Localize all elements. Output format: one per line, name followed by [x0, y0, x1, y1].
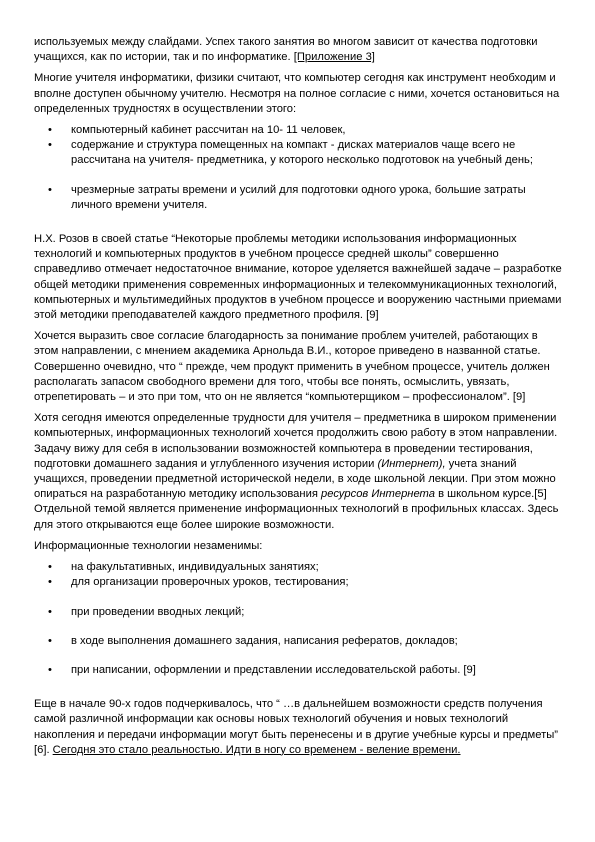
paragraph-5: Хотя сегодня имеются определенные трудности для учителя – предметника в широком применении компьютерных, информационных технологий хочется продолжить свою работу в этом направлении. Задачу вижу для себя в использовании возможностей компьютера в проведении тестирования, подготовки домашнего задания и углубленного изучения истории (Интернет), учета знаний учащихся, проведении предметной исторической недели, в ходе школьной лекции. При этом можно опираться на разработанную методику использования ресурсов Интернета в школьном курсе.[5] Отдельной темой является применение информационных технологий в профильных классах. Здесь для этого открываются еще более широкие возможности. — [34, 412, 559, 531]
bullet-icon: • — [48, 576, 52, 589]
it-uses-list — [34, 560, 564, 678]
paragraph-1 — [34, 35, 564, 65]
list-item: • в ходе выполнения домашнего задания, написания рефератов, докладов; — [34, 634, 564, 649]
list-item: • при проведении вводных лекций; — [34, 605, 564, 620]
paragraph-6: Информационные технологии незаменимы: — [34, 539, 263, 552]
list-item: • при написании, оформлении и представлении исследовательской работы. [9] — [34, 663, 564, 678]
bullet-icon: • — [48, 124, 52, 137]
bullet-icon: • — [48, 183, 52, 196]
list-item: • компьютерный кабинет рассчитан на 10- 11 человек, — [34, 123, 564, 138]
paragraph-4: Хочется выразить свое согласие благодарность за понимание проблем учителей, работающих в этом направлении, с мнением академика Арнольда В.И., которое приведено в названной статье. Совершенно очевидно, что “ прежде, чем продукт применить в учебном процессе, учитель должен располагать запасом свободного времени для того, чтобы все понять, осмыслить, увязать, отрепетировать – и это при том, что он не является “компьютерщиком – профессионалом”. [9] — [34, 330, 550, 404]
bullet-icon: • — [48, 139, 52, 152]
difficulties-list — [34, 123, 564, 213]
list-item: • чрезмерные затраты времени и усилий для подготовки одного урока, большие затраты личного времени учителя. — [48, 183, 526, 211]
paragraph-3: Н.Х. Розов в своей статье “Некоторые проблемы методики использования информационных технологий и компьютерных продуктов в учебном процессе средней школы” совершенно справедливо отмечает недостаточное внимание, которое уделяется важнейшей задаче – разработке общей методики применения современных информационных и телекоммуникационных технологий, компьютерных и мультимедийных продуктов в учебном процессе и вооружению частными приемами этой методики преподавателей каждого предметного профиля. [9] — [34, 233, 562, 322]
document-body — [34, 35, 564, 758]
bullet-icon: • — [48, 634, 52, 647]
conclusion-underlined: Сегодня это стало реальностью. Идти в ногу со временем - веление времени. — [52, 743, 461, 756]
paragraph-2: Многие учителя информатики, физики считают, что компьютер сегодня как инструмент необходим и вполне доступен обычному учителю. Несмотря на полное согласие с ними, хочется остановиться на определенных трудностях в осуществлении этого: — [34, 72, 560, 115]
list-item: • содержание и структура помещенных на компакт - дисках материалов чаще всего не рассчитана на учителя- предметника, у которого несколько подготовок на учебный день; — [48, 139, 533, 167]
bullet-icon: • — [48, 605, 52, 618]
paragraph-1-text: используемых между слайдами. Успех такого занятия во многом зависит от качества подготовки учащихся, как по истории, так и по информатике. — [34, 36, 538, 64]
paragraph-7: Еще в начале 90-х годов подчеркивалось, что “ …в дальнейшем возможности средств получения самой различной информации как основы новых технологий обучения и новых технологий накопления и передачи информации могут быть перенесены и в другие учебные курсы и предметы” [6]. Сегодня это стало реальностью. Идти в ногу со временем - веление времени. — [34, 698, 558, 756]
list-item: • на факультативных, индивидуальных занятиях; — [34, 560, 564, 575]
bullet-icon: • — [48, 561, 52, 574]
list-item: • для организации проверочных уроков, тестирования; — [34, 575, 564, 590]
appendix-3-link[interactable]: [Приложение 3] — [293, 51, 375, 64]
bullet-icon: • — [48, 663, 52, 676]
